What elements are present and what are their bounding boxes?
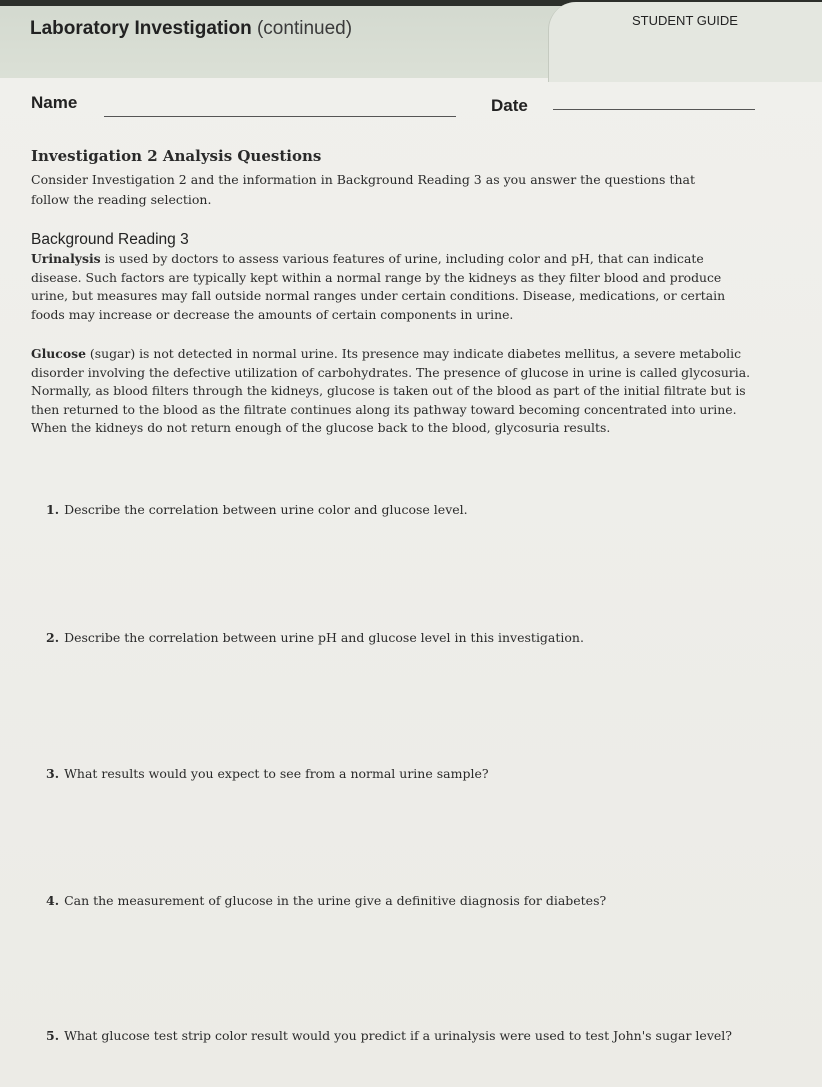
urinalysis-term: Urinalysis (31, 251, 101, 266)
page-title-main: Laboratory Investigation (30, 18, 252, 39)
question-text: Can the measurement of glucose in the urine give a definitive diagnosis for diabetes? (64, 893, 607, 908)
question-number: 3. (46, 766, 60, 781)
question-text: What glucose test strip color result would you predict if a urinalysis were used to test John's sugar level? (64, 1028, 732, 1043)
background-paragraph-1 (31, 250, 751, 324)
question-number: 1. (46, 502, 60, 517)
question-text: What results would you expect to see from a normal urine sample? (64, 766, 489, 781)
name-label: Name (31, 93, 78, 112)
paragraph-2-text: (sugar) is not detected in normal urine. Its presence may indicate diabetes mellitus, a severe metabolic disorder involving the defective utilization of carbohydrates. The presence of glucose in urine is called glycosuria. Normally, as blood filters through the kidneys, glucose is taken out of the blood as part of the initial filtrate but is then returned to the blood as the filtrate continues along its pathway toward becoming concentrated into urine. When the kidneys do not return enough of the glucose back to the blood, glycosuria results. (31, 346, 751, 435)
background-paragraph-2 (31, 345, 751, 438)
question-text: Describe the correlation between urine color and glucose level. (64, 502, 468, 517)
question-4 (46, 893, 746, 908)
question-number: 4. (46, 893, 60, 908)
page-title-subtitle: (continued) (256, 18, 353, 39)
date-field-line[interactable] (553, 109, 755, 110)
question-1 (46, 502, 746, 517)
section-intro: Consider Investigation 2 and the information in Background Reading 3 as you answer the questions that follow the reading selection. (31, 172, 695, 207)
question-number: 5. (46, 1028, 60, 1043)
section-title: Investigation 2 Analysis Questions (31, 147, 322, 165)
question-5 (46, 1028, 746, 1043)
page-title (30, 18, 352, 40)
question-2 (46, 630, 746, 645)
date-label: Date (491, 96, 528, 115)
name-field-line[interactable] (104, 116, 456, 117)
student-guide-label: STUDENT GUIDE (632, 13, 738, 28)
glucose-term: Glucose (31, 346, 86, 361)
question-text: Describe the correlation between urine pH and glucose level in this investigation. (64, 630, 584, 645)
paragraph-1-text: is used by doctors to assess various features of urine, including color and pH, that can indicate disease. Such factors are typically kept within a normal range by the kidneys as they filter blood and produce urine, but measures may fall outside normal ranges under certain conditions. Disease, medications, or certain foods may increase or decrease the amounts of certain components in urine. (31, 251, 726, 322)
question-3 (46, 766, 746, 781)
question-number: 2. (46, 630, 60, 645)
background-title: Background Reading 3 (31, 231, 189, 248)
